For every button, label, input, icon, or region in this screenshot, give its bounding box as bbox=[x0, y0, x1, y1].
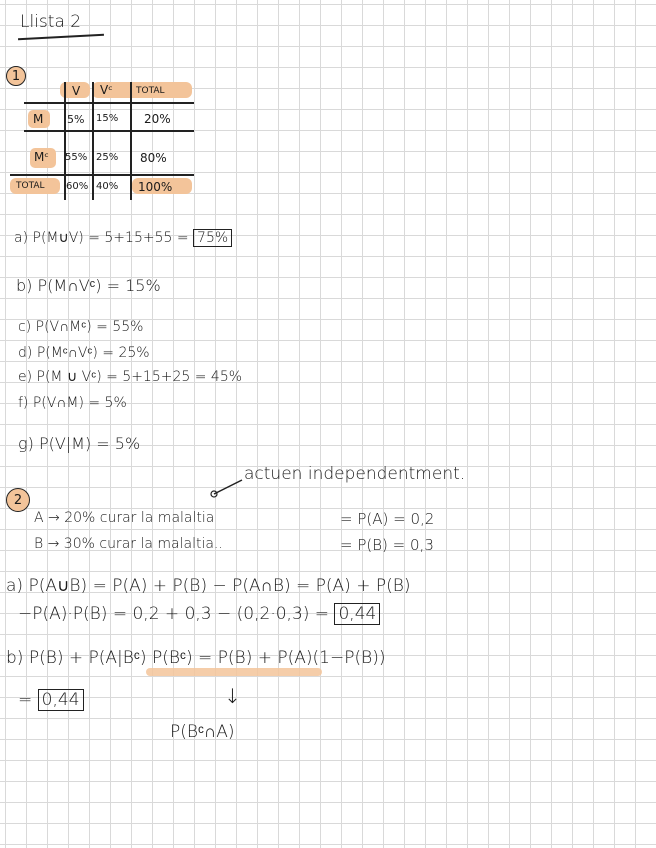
page-title: Llista 2 bbox=[20, 12, 82, 32]
row-label-m: M bbox=[33, 112, 44, 126]
answer-text: P(V|M) = 5% bbox=[38, 434, 141, 453]
answer-letter: e) bbox=[18, 369, 33, 385]
part-a-expression: −P(A)·P(B) = 0,2 + 0,3 − (0,2·0,3) = bbox=[18, 604, 330, 624]
part-a-boxed: 0,44 bbox=[334, 603, 380, 625]
answer-c bbox=[18, 318, 143, 335]
col-header-total: TOTAL bbox=[136, 86, 165, 96]
answer-letter: g) bbox=[18, 434, 34, 453]
table-hline-2 bbox=[24, 130, 194, 132]
table-vline-2 bbox=[92, 82, 94, 200]
answer-text: P(M∩Vᶜ) = 15% bbox=[37, 276, 161, 295]
line-a-result: = P(A) = 0,2 bbox=[340, 510, 435, 528]
table-hline-3 bbox=[10, 174, 194, 176]
highlight-underline bbox=[146, 668, 322, 676]
cell-m-v: 5% bbox=[67, 113, 85, 126]
cell-mc-vc: 25% bbox=[96, 152, 119, 163]
row-label-total: TOTAL bbox=[16, 181, 45, 191]
part-b-right: = P(B) + P(A)(1−P(B)) bbox=[192, 648, 386, 668]
part-b-equals: = bbox=[18, 690, 33, 710]
table-hline-1 bbox=[24, 102, 194, 104]
part-a-line-1: a) P(A∪B) = P(A) + P(B) − P(A∩B) = P(A) + P(B) bbox=[6, 576, 411, 596]
answer-text: P(M∪V) = 5+15+55 = bbox=[32, 230, 189, 246]
answer-text: P(M ∪ Vᶜ) = 5+15+25 = 45% bbox=[36, 369, 243, 385]
part-b-result: P(Bᶜ∩A) bbox=[170, 722, 235, 742]
answer-boxed: 75% bbox=[193, 229, 232, 247]
answer-e bbox=[18, 368, 242, 385]
cell-total-vc: 40% bbox=[96, 181, 119, 192]
note-arrow-icon bbox=[206, 476, 246, 500]
section-1-number: 1 bbox=[6, 66, 26, 86]
line-b: B → 30% curar la malaltia.. bbox=[34, 536, 223, 552]
part-b-boxed: 0,44 bbox=[38, 689, 84, 711]
cell-m-total: 20% bbox=[144, 112, 171, 126]
answer-f bbox=[18, 394, 127, 411]
answer-text: P(V∩M) = 5% bbox=[32, 395, 127, 411]
answer-letter: a) bbox=[14, 230, 29, 246]
answer-text: P(V∩Mᶜ) = 55% bbox=[35, 319, 144, 335]
line-b-result: = P(B) = 0,3 bbox=[340, 536, 434, 554]
cell-m-vc: 15% bbox=[96, 113, 119, 124]
cell-total-total: 100% bbox=[138, 180, 173, 194]
answer-d bbox=[18, 344, 150, 361]
answer-letter: f) bbox=[18, 395, 29, 411]
answer-letter: d) bbox=[18, 345, 33, 361]
answer-text: P(Mᶜ∩Vᶜ) = 25% bbox=[36, 345, 150, 361]
table-vline-3 bbox=[130, 82, 132, 200]
cell-total-v: 60% bbox=[66, 181, 89, 192]
answer-a bbox=[14, 230, 232, 246]
down-arrow-icon: ↓ bbox=[224, 684, 241, 708]
row-label-mc: Mᶜ bbox=[34, 150, 49, 164]
part-b-line-2 bbox=[18, 690, 84, 710]
answer-g bbox=[18, 434, 140, 453]
section-2-number: 2 bbox=[6, 488, 30, 512]
part-b-line-1 bbox=[6, 648, 386, 668]
line-a: A → 20% curar la malaltia bbox=[34, 510, 215, 526]
col-header-v: V bbox=[72, 84, 81, 98]
part-a-line-2 bbox=[18, 604, 380, 624]
note-independent: actuen independentment. bbox=[244, 464, 466, 484]
part-b-highlighted: P(A|Bᶜ) P(Bᶜ) bbox=[88, 648, 193, 668]
col-header-vc: Vᶜ bbox=[100, 83, 113, 97]
cell-mc-total: 80% bbox=[140, 151, 167, 165]
title-underline bbox=[18, 34, 104, 40]
cell-mc-v: 55% bbox=[65, 152, 88, 163]
answer-letter: b) bbox=[16, 276, 33, 295]
part-b-left: b) P(B) + bbox=[6, 648, 89, 668]
probability-table bbox=[10, 82, 210, 202]
answer-letter: c) bbox=[18, 319, 32, 335]
answer-b bbox=[16, 276, 161, 296]
